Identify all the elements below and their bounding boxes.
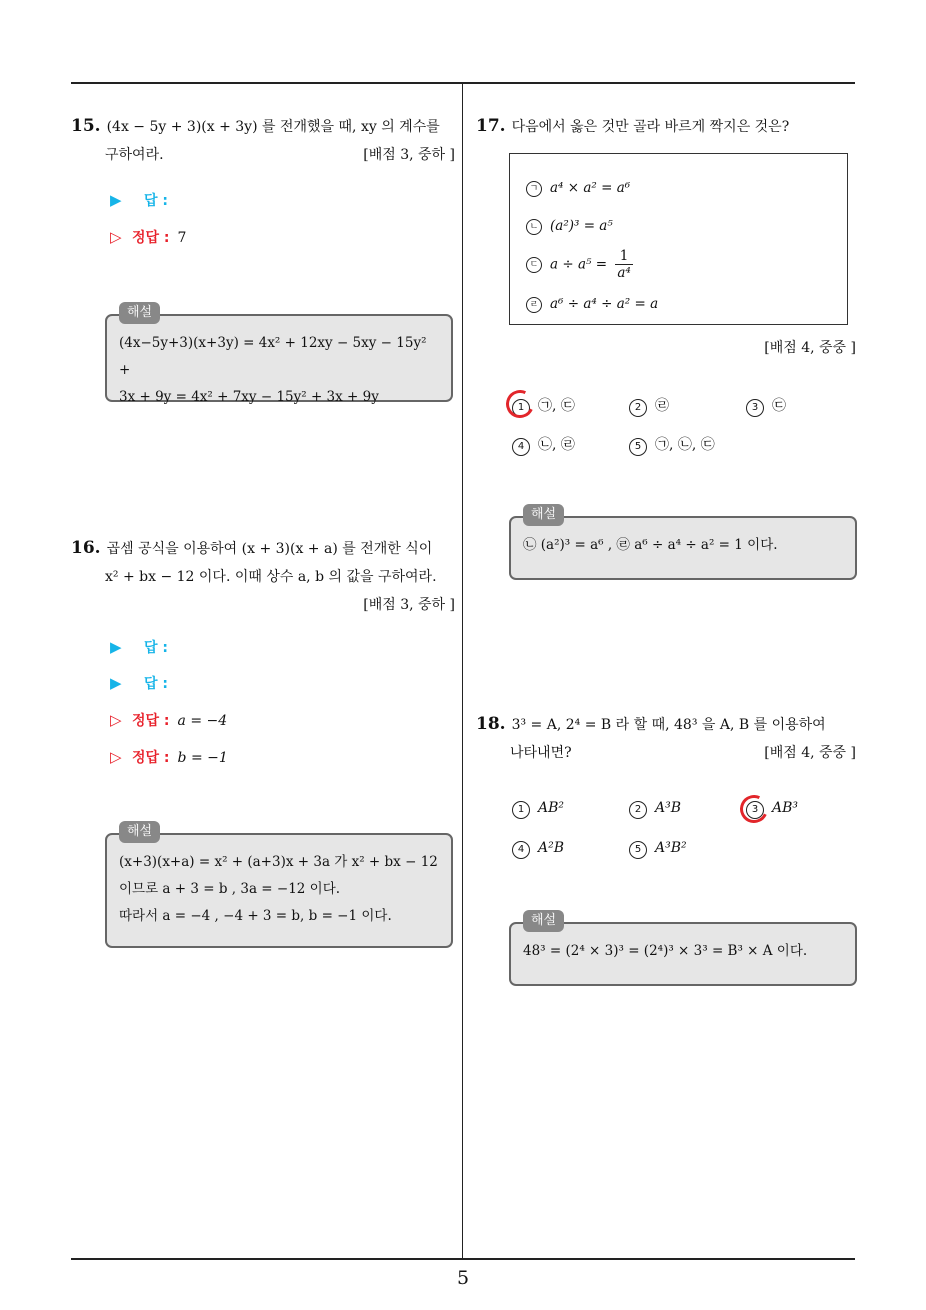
- choice-number: 3: [746, 399, 764, 417]
- explanation-box: [509, 913, 857, 986]
- choice-number: 5: [629, 841, 647, 859]
- correct-value: b = −1: [177, 750, 228, 766]
- score-label: [배점 4, 중중 ]: [764, 745, 856, 761]
- explanation-line-1: (4x−5y+3)(x+3y) = 4x² + 12xy − 5xy − 15y² +: [119, 335, 427, 378]
- explanation-tag: 해설: [119, 302, 160, 324]
- score-label: [740, 334, 856, 362]
- problem-number: 16.: [71, 538, 101, 558]
- explanation-tag: 해설: [119, 821, 160, 843]
- choice-text: ㉠, ㉢: [538, 398, 575, 414]
- problem-16: [71, 534, 455, 619]
- correct-label: 정답 :: [132, 230, 170, 246]
- problem-15: [71, 112, 455, 169]
- problem-number: 18.: [476, 714, 506, 734]
- statement-item: [526, 218, 613, 235]
- hangul-circle-marker: ㄹ: [526, 297, 542, 313]
- choice-number: 4: [512, 438, 530, 456]
- statement-expr: a⁴ × a² = a⁶: [550, 180, 631, 196]
- answer-line: [110, 637, 168, 657]
- choice-1[interactable]: [512, 800, 564, 819]
- choice-text: ㉡, ㉣: [538, 437, 575, 453]
- correct-label: 정답 :: [132, 750, 170, 766]
- statement-expr: (a²)³ = a⁵: [550, 218, 613, 234]
- choice-text: ㉢: [772, 398, 786, 414]
- explanation-box: [105, 824, 453, 948]
- answer-line: [110, 190, 168, 210]
- question-line-2: x² + bx − 12 이다. 이때 상수 a, b 의 값을 구하여라.: [105, 569, 437, 585]
- choice-5[interactable]: [629, 434, 715, 456]
- triangle-icon: ▶: [110, 638, 122, 656]
- correct-value: 7: [177, 230, 187, 246]
- column-divider: [462, 82, 463, 1258]
- fraction-numerator: 1: [615, 248, 632, 265]
- explanation-line-1: (x+3)(x+a) = x² + (a+3)x + 3a 가 x² + bx − 12: [119, 854, 438, 870]
- explanation-tag: 해설: [523, 910, 564, 932]
- choice-number: 2: [629, 399, 647, 417]
- choice-number: 2: [629, 801, 647, 819]
- problem-17: [476, 112, 856, 141]
- score-text: [배점 4, 중중 ]: [764, 340, 856, 356]
- answer-label: 답 :: [144, 640, 168, 656]
- correct-label: 정답 :: [132, 713, 170, 729]
- statement-item: [526, 296, 658, 313]
- answer-label: 답 :: [144, 676, 168, 692]
- explanation-line-1: ㉡ (a²)³ = a⁶ , ㉣ a⁶ ÷ a⁴ ÷ a² = 1 이다.: [523, 537, 778, 553]
- page-number: 5: [456, 1267, 470, 1289]
- fraction-denominator: a⁴: [617, 265, 631, 281]
- top-rule: [71, 82, 855, 84]
- problem-number: 15.: [71, 116, 101, 136]
- explanation-box: [105, 305, 453, 405]
- choice-2[interactable]: [629, 395, 669, 417]
- choice-number: 4: [512, 841, 530, 859]
- explanation-line-3: 따라서 a = −4 , −4 + 3 = b, b = −1 이다.: [119, 908, 392, 924]
- choice-3[interactable]: [746, 395, 786, 417]
- triangle-outline-icon: ▷: [110, 748, 122, 766]
- bottom-rule: [71, 1258, 855, 1260]
- explanation-line-2: 3x + 9y = 4x² + 7xy − 15y² + 3x + 9y: [119, 389, 379, 405]
- triangle-icon: ▶: [110, 191, 122, 209]
- choice-number: 3: [746, 801, 764, 819]
- explanation-tag: 해설: [523, 504, 564, 526]
- choice-number: 1: [512, 801, 530, 819]
- problem-number: 17.: [476, 116, 506, 136]
- hangul-circle-marker: ㄱ: [526, 181, 542, 197]
- triangle-outline-icon: ▷: [110, 228, 122, 246]
- problem-18: [476, 710, 856, 767]
- question-line-2: 나타내면?: [510, 745, 572, 761]
- choice-number: 1: [512, 399, 530, 417]
- choice-text: A³B: [655, 800, 682, 816]
- choice-text: AB²: [538, 800, 565, 816]
- hangul-circle-marker: ㄴ: [526, 219, 542, 235]
- question-line-1: (4x − 5y + 3)(x + 3y) 를 전개했을 때, xy 의 계수를: [106, 119, 440, 135]
- choice-text: A²B: [538, 840, 565, 856]
- question-line-1: 3³ = A, 2⁴ = B 라 할 때, 48³ 을 A, B 를 이용하여: [511, 717, 826, 733]
- triangle-icon: ▶: [110, 674, 122, 692]
- choice-text: AB³: [772, 800, 799, 816]
- score-label: [배점 3, 중하 ]: [363, 147, 455, 163]
- choice-text: A³B²: [655, 840, 687, 856]
- choice-2[interactable]: [629, 800, 681, 819]
- triangle-outline-icon: ▷: [110, 711, 122, 729]
- question-text: 다음에서 옳은 것만 골라 바르게 짝지은 것은?: [511, 119, 790, 135]
- question-line-1: 곱셈 공식을 이용하여 (x + 3)(x + a) 를 전개한 식이: [106, 541, 433, 557]
- explanation-box: [509, 507, 857, 580]
- answer-line: [110, 673, 168, 693]
- answer-label: 답 :: [144, 193, 168, 209]
- statement-item: [526, 180, 630, 197]
- question-line-2: 구하여라.: [105, 147, 164, 163]
- statement-expr: a⁶ ÷ a⁴ ÷ a² = a: [550, 296, 659, 312]
- statement-item: [526, 248, 633, 281]
- choice-4[interactable]: [512, 840, 564, 859]
- answer-mark-icon: [736, 791, 772, 827]
- choice-text: ㉠, ㉡, ㉢: [655, 437, 715, 453]
- correct-answer-line: [110, 747, 228, 767]
- correct-value: a = −4: [177, 713, 228, 729]
- statement-box: [509, 153, 848, 325]
- score-label: [배점 3, 중하 ]: [363, 597, 455, 613]
- correct-answer-line: [110, 227, 186, 247]
- statement-expr: a ÷ a⁵ =: [550, 256, 612, 273]
- choice-5[interactable]: [629, 840, 687, 859]
- explanation-line-2: 이므로 a + 3 = b , 3a = −12 이다.: [119, 881, 341, 897]
- choice-number: 5: [629, 438, 647, 456]
- correct-answer-line: [110, 710, 227, 730]
- explanation-line-1: 48³ = (2⁴ × 3)³ = (2⁴)³ × 3³ = B³ × A 이다.: [523, 943, 808, 959]
- hangul-circle-marker: ㄷ: [526, 257, 542, 273]
- fraction: [615, 248, 632, 281]
- choice-4[interactable]: [512, 434, 575, 456]
- choice-text: ㉣: [655, 398, 669, 414]
